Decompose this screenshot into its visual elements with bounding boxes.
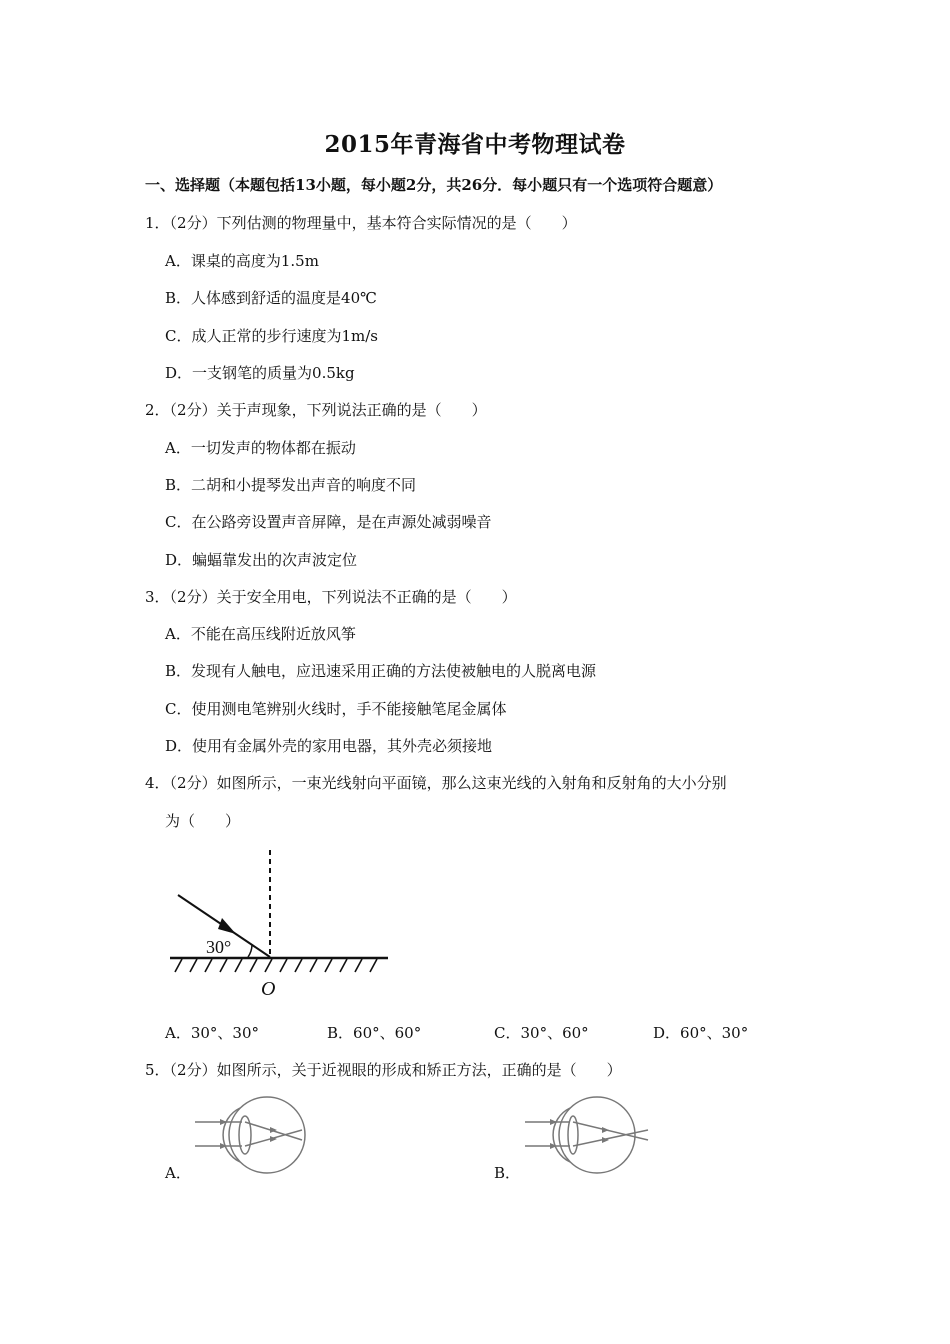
page-title: 2015年青海省中考物理试卷 (324, 131, 626, 158)
ray-arrow-icon (218, 918, 236, 934)
question-1-option-a: A．课桌的高度为1.5m (165, 252, 319, 270)
question-4-option-a: A．30°、30° (165, 1024, 260, 1042)
point-o-label: O (261, 978, 276, 1000)
question-4-option-d: D．60°、30° (653, 1024, 749, 1042)
question-3-option-d: D．使用有金属外壳的家用电器，其外壳必须接地 (165, 737, 493, 755)
question-5-option-b: B． (494, 1164, 521, 1182)
question-3-option-a: A．不能在高压线附近放风筝 (165, 625, 356, 643)
question-2-option-d: D．蝙蝠靠发出的次声波定位 (165, 551, 358, 569)
question-2-option-c: C．在公路旁设置声音屏障，是在声源处减弱噪音 (165, 513, 492, 531)
question-1-option-b: B．人体感到舒适的温度是40℃ (165, 289, 377, 307)
arrow-icon (550, 1119, 557, 1125)
question-1-option-d: D．一支钢笔的质量为0.5kg (165, 364, 355, 382)
question-2-stem: 2．（2分）关于声现象，下列说法正确的是（ ） (145, 401, 487, 419)
arrow-icon (602, 1127, 609, 1133)
eye-diagram-b (520, 1090, 655, 1180)
question-1-option-c: C．成人正常的步行速度为1m/s (165, 327, 378, 345)
mirror-hatching (175, 959, 377, 972)
question-1-stem: 1．（2分）下列估测的物理量中，基本符合实际情况的是（ ） (145, 214, 577, 232)
question-5-stem: 5．（2分）如图所示，关于近视眼的形成和矫正方法，正确的是（ ） (145, 1061, 622, 1079)
angle-arc (248, 945, 252, 957)
section-heading: 一、选择题（本题包括13小题，每小题2分，共26分．每小题只有一个选项符合题意） (145, 176, 723, 194)
question-3-option-b: B．发现有人触电，应迅速采用正确的方法使被触电的人脱离电源 (165, 662, 597, 680)
eye-diagram-a (190, 1090, 320, 1180)
question-4-option-c: C．30°、60° (494, 1024, 589, 1042)
arrow-icon (220, 1119, 227, 1125)
angle-label: 30° (206, 937, 232, 957)
question-4-option-b: B．60°、60° (327, 1024, 422, 1042)
question-3-option-c: C．使用测电笔辨别火线时，手不能接触笔尾金属体 (165, 700, 507, 718)
question-2-option-a: A．一切发声的物体都在振动 (165, 439, 356, 457)
question-4-stem-line1: 4．（2分）如图所示，一束光线射向平面镜，那么这束光线的入射角和反射角的大小分别 (145, 774, 727, 792)
question-4-stem-line2: 为（ ） (165, 812, 241, 830)
question-5-option-a: A． (165, 1164, 191, 1182)
question-3-stem: 3．（2分）关于安全用电，下列说法不正确的是（ ） (145, 588, 517, 606)
question-2-option-b: B．二胡和小提琴发出声音的响度不同 (165, 476, 417, 494)
mirror-reflection-figure (160, 845, 400, 1000)
